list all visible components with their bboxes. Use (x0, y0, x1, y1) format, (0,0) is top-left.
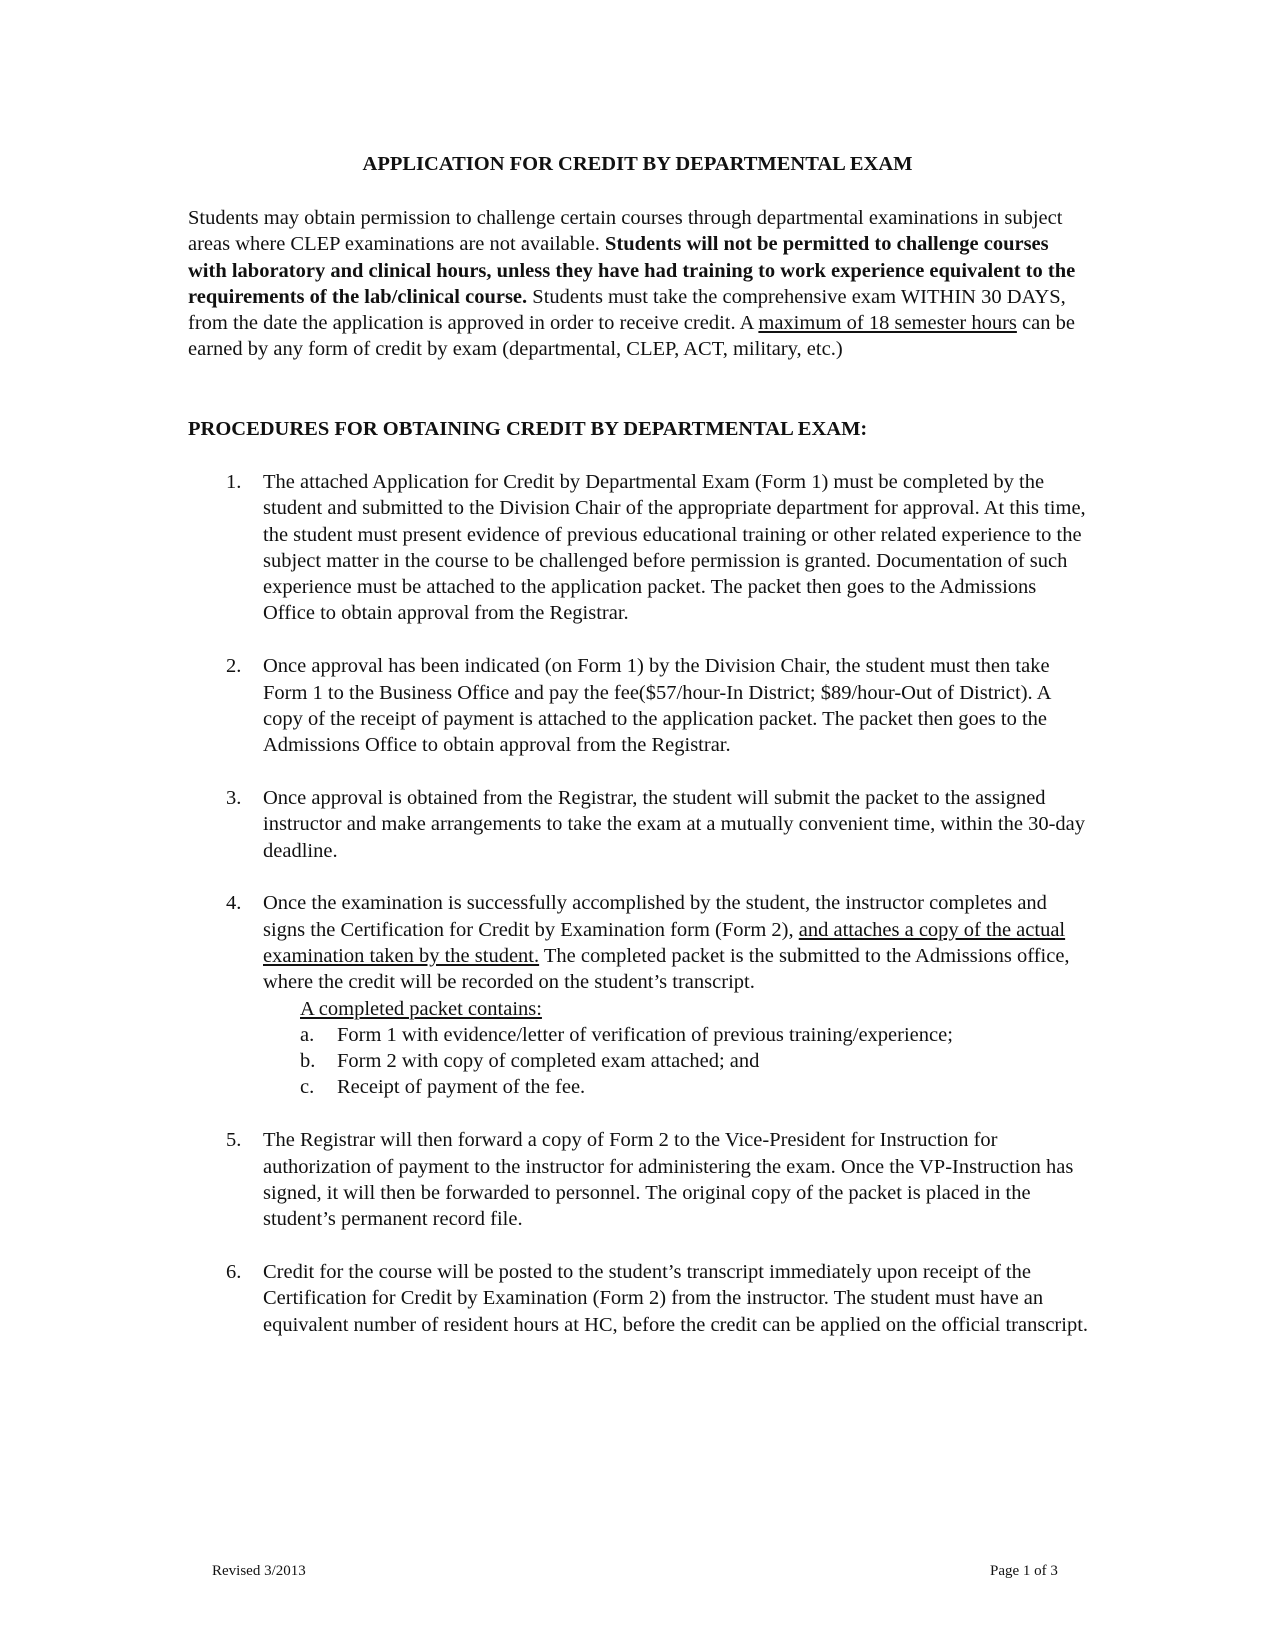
step-text: The Registrar will then forward a copy of Form 2 to the Vice-President for Instruction for authorization of payment to the instructor for administering the exam. Once the VP-Instruction has signed, it will then be forwarded to personnel. The original copy of the packet is placed in the student’s permanent record file. (263, 1129, 1074, 1231)
step-number: 2. (226, 655, 242, 678)
packet-item-text: Form 1 with evidence/letter of verification of previous training/experience; (337, 1023, 953, 1046)
step-number: 1. (226, 471, 242, 493)
procedure-step-6 (0, 1259, 1093, 1338)
step-text: Once approval is obtained from the Registrar, the student will submit the packet to the assigned instructor and make arrangements to take the exam at a mutually convenient time, within the 30-day deadline. (263, 786, 1086, 862)
footer-page-number: Page 1 of 3 (990, 1563, 1058, 1579)
packet-item (263, 1074, 1093, 1100)
intro-text-2: Students must take the comprehensive exam WITHIN 30 DAYS, from the date the application is approved in order to receive credit. A (188, 285, 1066, 335)
step-number: 3. (226, 786, 242, 809)
packet-item (263, 1022, 1093, 1048)
step-underlined-text: and attaches a copy of the actual examination taken by the student. (263, 918, 1066, 967)
packet-contents-heading: A completed packet contains: (300, 997, 542, 1020)
packet-item-text: Receipt of payment of the fee. (337, 1076, 586, 1099)
intro-max-hours: maximum of 18 semester hours (758, 312, 1017, 335)
step-text: Once the examination is successfully accomplished by the student, the instructor completes and signs the Certification for Credit by Examination form (Form 2), (263, 892, 1047, 941)
step-text: Credit for the course will be posted to the student’s transcript immediately upon receipt of the Certification for Credit by Examination (Form 2) from the instructor. The student must have an equivalent number of resident hours at HC, before the credit can be applied on the official transcript. (263, 1260, 1089, 1336)
procedure-step-3 (0, 785, 1093, 864)
procedure-step-4 (0, 890, 1093, 1100)
step-number: 6. (226, 1260, 242, 1283)
packet-item-letter: b. (300, 1050, 316, 1073)
procedure-step-5 (0, 1127, 1093, 1232)
step-number: 5. (226, 1129, 242, 1152)
packet-contents-list (263, 1022, 1093, 1101)
intro-paragraph (188, 205, 1088, 363)
document-title: APPLICATION FOR CREDIT BY DEPARTMENTAL EXAM (362, 153, 913, 175)
procedures-list (0, 469, 1275, 1364)
procedures-heading: PROCEDURES FOR OBTAINING CREDIT BY DEPARTMENTAL EXAM: (188, 418, 868, 440)
step-text: The attached Application for Credit by Departmental Exam (Form 1) must be completed by the student and submitted to the Division Chair of the appropriate department for approval. At this time, the student must present evidence of previous educational training or other related experience to the subject matter in the course to be challenged before permission is granted. Documentation of such experience must be attached to the application packet. The packet then goes to the Admissions Office to obtain approval from the Registrar. (263, 471, 1086, 625)
packet-item (263, 1048, 1093, 1074)
procedure-step-2 (0, 653, 1093, 758)
step-text: The completed packet is the submitted to the Admissions office, where the credit will be recorded on the student’s transcript. (263, 944, 1070, 994)
packet-item-letter: a. (300, 1023, 315, 1046)
packet-item-text: Form 2 with copy of completed exam attached; and (337, 1050, 760, 1073)
step-number: 4. (226, 892, 242, 915)
procedure-step-1 (0, 469, 1093, 627)
packet-item-letter: c. (300, 1076, 315, 1099)
step-text: Once approval has been indicated (on Form 1) by the Division Chair, the student must then take Form 1 to the Business Office and pay the fee($57/hour-In District; $89/hour-Out of District). A copy of the receipt of payment is attached to the application packet. The packet then goes to the Admissions Office to obtain approval from the Registrar. (263, 655, 1051, 757)
intro-text-3: can be earned by any form of credit by exam (departmental, CLEP, ACT, military, etc.) (188, 312, 1075, 361)
intro-text-1: Students may obtain permission to challenge certain courses through departmental examinations in subject areas where CLEP examinations are not available. (188, 207, 1063, 256)
intro-bold-notice: Students will not be permitted to challenge courses with laboratory and clinical hours, unless they have had training to work experience equivalent to the requirements of the lab/clinical course. (188, 233, 1076, 308)
footer-revised-date: Revised 3/2013 (212, 1563, 306, 1579)
